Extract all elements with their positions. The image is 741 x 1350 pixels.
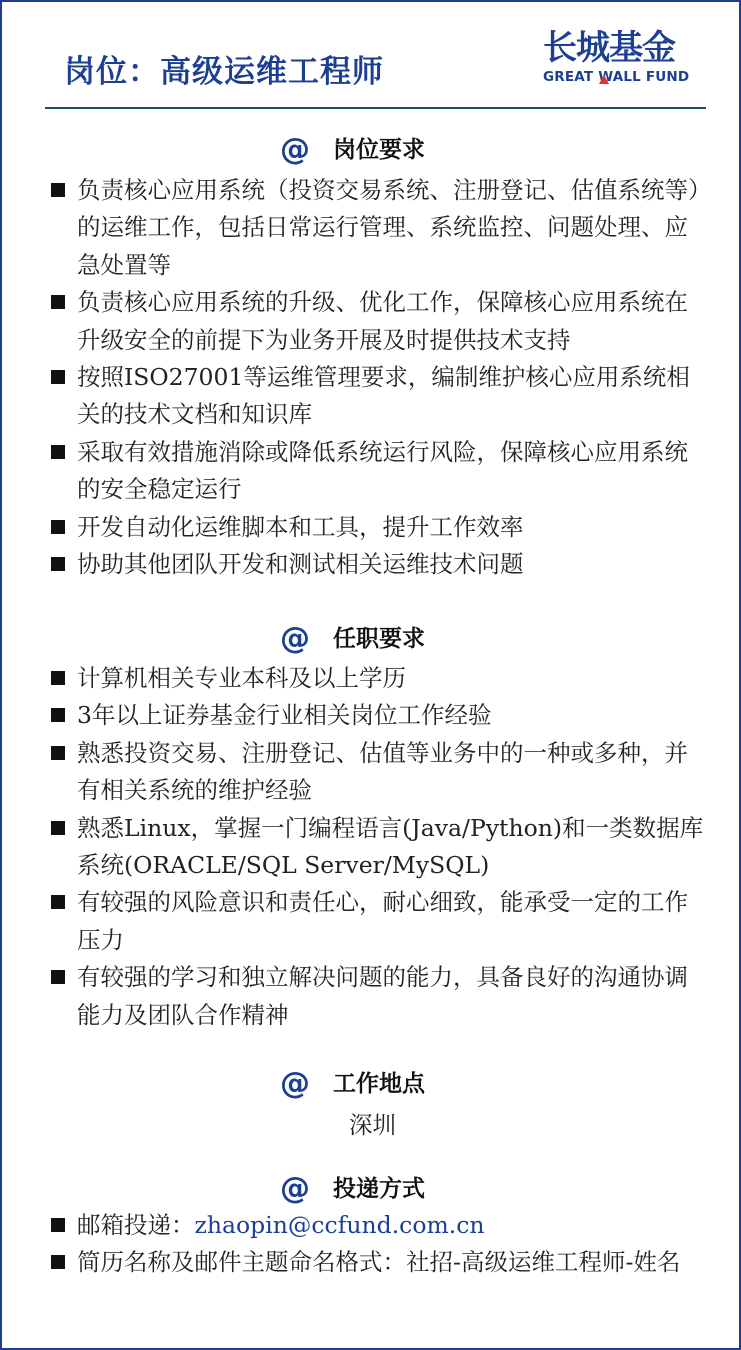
list-item: 熟悉投资交易、注册登记、估值等业务中的一种或多种，并有相关系统的维护经验: [2, 735, 739, 810]
square-bullet-icon: [51, 671, 65, 685]
square-bullet-icon: [51, 895, 65, 909]
list-item: 开发自动化运维脚本和工具，提升工作效率: [2, 509, 739, 546]
list-item: 协助其他团队开发和测试相关运维技术问题: [2, 546, 739, 583]
at-sign-icon: @: [280, 132, 310, 167]
section-title-location: 工作地点: [333, 1071, 425, 1097]
at-sign-icon: @: [280, 1171, 310, 1206]
square-bullet-icon: [51, 821, 65, 835]
square-bullet-icon: [51, 445, 65, 459]
list-item: 熟悉Linux，掌握一门编程语言(Java/Python)和一类数据库系统(ORACLE/SQL Server/MySQL): [2, 810, 739, 885]
list-item: 按照ISO27001等运维管理要求，编制维护核心应用系统相关的技术文档和知识库: [2, 359, 739, 434]
at-sign-icon: @: [280, 621, 310, 656]
list-item: [2, 1244, 739, 1281]
section-heading-duties: [2, 133, 739, 167]
list-item: 负责核心应用系统（投资交易系统、注册登记、估值系统等）的运维工作，包括日常运行管理、系统监控、问题处理、应急处置等: [2, 172, 739, 284]
email-label: 邮箱投递：: [77, 1211, 195, 1239]
application-list: [2, 1207, 739, 1282]
square-bullet-icon: [51, 970, 65, 984]
section-title-application: 投递方式: [333, 1176, 425, 1202]
email-link[interactable]: zhaopin@ccfund.com.cn: [194, 1211, 485, 1239]
list-item: 负责核心应用系统的升级、优化工作，保障核心应用系统在升级安全的前提下为业务开展及时提供技术支持: [2, 284, 739, 359]
square-bullet-icon: [51, 746, 65, 760]
company-logo: [543, 28, 707, 88]
square-bullet-icon: [51, 1255, 65, 1269]
qualifications-list: [2, 660, 739, 1034]
header-divider: [45, 107, 706, 109]
naming-rule-text: 简历名称及邮件主题命名格式：社招-高级运维工程师-姓名: [77, 1248, 681, 1277]
list-item: 3年以上证券基金行业相关岗位工作经验: [2, 697, 739, 734]
square-bullet-icon: [51, 370, 65, 384]
list-item: 采取有效措施消除或降低系统运行风险，保障核心应用系统的安全稳定运行: [2, 434, 739, 509]
section-title-duties: 岗位要求: [333, 137, 425, 163]
list-item: 计算机相关专业本科及以上学历: [2, 660, 739, 697]
section-heading-location: [2, 1067, 739, 1101]
square-bullet-icon: [51, 183, 65, 197]
list-item: 有较强的风险意识和责任心，耐心细致，能承受一定的工作压力: [2, 884, 739, 959]
square-bullet-icon: [51, 708, 65, 722]
section-title-qualifications: 任职要求: [333, 626, 425, 652]
logo-chinese-name: 长城基金: [543, 28, 675, 68]
page-title: 岗位：高级运维工程师: [64, 54, 384, 90]
section-heading-qualifications: [2, 622, 739, 656]
list-item: 有较强的学习和独立解决问题的能力，具备良好的沟通协调能力及团队合作精神: [2, 959, 739, 1034]
square-bullet-icon: [51, 557, 65, 571]
section-heading-application: [2, 1172, 739, 1206]
square-bullet-icon: [51, 295, 65, 309]
logo-english-name: GREAT WALL FUND: [543, 69, 690, 85]
work-location: 深圳: [349, 1111, 396, 1139]
square-bullet-icon: [51, 520, 65, 534]
duties-list: [2, 172, 739, 583]
square-bullet-icon: [51, 1218, 65, 1232]
logo-red-triangle-icon: [599, 75, 609, 84]
at-sign-icon: @: [280, 1066, 310, 1101]
list-item: [2, 1207, 739, 1244]
